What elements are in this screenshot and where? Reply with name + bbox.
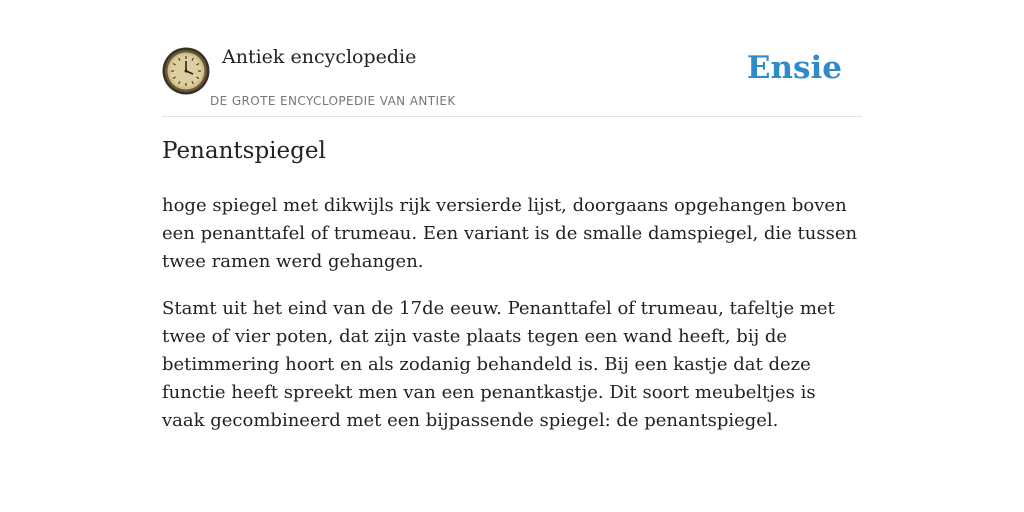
article-paragraph: hoge spiegel met dikwijls rijk versierde lijst, doorgaans opgehangen boven een penanttafel of trumeau. Een variant is de smalle damspiegel, die tussen twee ramen werd gehangen.: [162, 195, 858, 272]
site-subtitle: DE GROTE ENCYCLOPEDIE VAN ANTIEK: [210, 94, 456, 108]
page-title: Penantspiegel: [162, 138, 326, 164]
article-paragraph: Stamt uit het eind van de 17de eeuw. Penanttafel of trumeau, tafeltje met twee of vier poten, dat zijn vaste plaats tegen een wand heeft, bij de betimmering hoort en als zodanig behandeld is. Bij een kastje dat deze functie heeft spreekt men van een penantkastje. Dit soort meubeltjes is vaak gecombineerd met een bijpassende spiegel: de penantspiegel.: [162, 298, 835, 431]
article-body: [162, 192, 862, 454]
brand-logo[interactable]: Ensie: [746, 50, 842, 86]
antique-clock-icon[interactable]: [162, 47, 210, 95]
site-header: [162, 44, 862, 117]
site-title[interactable]: Antiek encyclopedie: [222, 46, 417, 68]
